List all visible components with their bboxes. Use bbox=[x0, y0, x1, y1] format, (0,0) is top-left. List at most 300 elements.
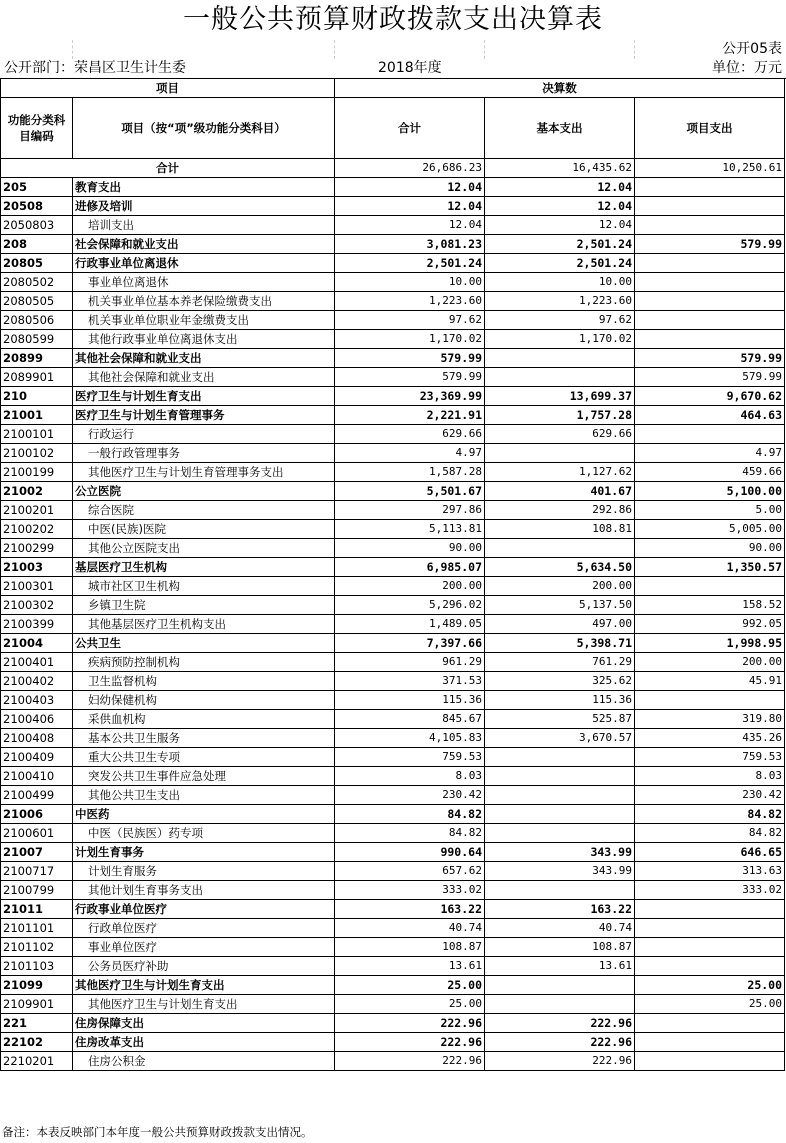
row-basic: 13,699.37 bbox=[485, 387, 635, 406]
table-row bbox=[1, 900, 785, 919]
row-name: 教育支出 bbox=[73, 178, 335, 197]
row-project bbox=[635, 292, 785, 311]
row-project bbox=[635, 311, 785, 330]
row-code: 2100299 bbox=[1, 539, 73, 558]
row-code: 2100102 bbox=[1, 444, 73, 463]
table-row bbox=[1, 235, 785, 254]
row-code: 2080506 bbox=[1, 311, 73, 330]
table-row bbox=[1, 843, 785, 862]
row-project: 200.00 bbox=[635, 653, 785, 672]
row-total: 1,587.28 bbox=[335, 463, 485, 482]
row-total: 222.96 bbox=[335, 1014, 485, 1033]
row-basic: 2,501.24 bbox=[485, 235, 635, 254]
table-row bbox=[1, 311, 785, 330]
table-row bbox=[1, 957, 785, 976]
row-basic: 10.00 bbox=[485, 273, 635, 292]
row-name: 机关事业单位职业年金缴费支出 bbox=[73, 311, 335, 330]
table-row bbox=[1, 596, 785, 615]
table-row bbox=[1, 520, 785, 539]
row-project: 579.99 bbox=[635, 349, 785, 368]
row-code: 21007 bbox=[1, 843, 73, 862]
row-basic: 3,670.57 bbox=[485, 729, 635, 748]
row-name: 住房公积金 bbox=[73, 1052, 335, 1071]
row-code: 20899 bbox=[1, 349, 73, 368]
row-name: 中医药 bbox=[73, 805, 335, 824]
fiscal-year: 2018年度 bbox=[378, 60, 442, 76]
table-row bbox=[1, 197, 785, 216]
row-total: 7,397.66 bbox=[335, 634, 485, 653]
row-total: 629.66 bbox=[335, 425, 485, 444]
row-code: 20508 bbox=[1, 197, 73, 216]
row-name: 事业单位医疗 bbox=[73, 938, 335, 957]
row-name: 一般行政管理事务 bbox=[73, 444, 335, 463]
row-total: 1,223.60 bbox=[335, 292, 485, 311]
table-row bbox=[1, 938, 785, 957]
row-total: 2,501.24 bbox=[335, 254, 485, 273]
row-code: 2100399 bbox=[1, 615, 73, 634]
row-basic: 12.04 bbox=[485, 178, 635, 197]
row-total: 84.82 bbox=[335, 824, 485, 843]
row-code: 21003 bbox=[1, 558, 73, 577]
row-basic: 12.04 bbox=[485, 197, 635, 216]
row-total: 12.04 bbox=[335, 178, 485, 197]
row-name: 其他社会保障和就业支出 bbox=[73, 349, 335, 368]
row-project: 158.52 bbox=[635, 596, 785, 615]
table-row bbox=[1, 919, 785, 938]
report-header bbox=[0, 40, 786, 79]
row-code: 210 bbox=[1, 387, 73, 406]
expenditure-table bbox=[0, 78, 785, 1071]
row-project: 84.82 bbox=[635, 824, 785, 843]
row-project bbox=[635, 273, 785, 292]
header-basic: 基本支出 bbox=[485, 98, 635, 159]
row-total: 1,170.02 bbox=[335, 330, 485, 349]
row-basic bbox=[485, 805, 635, 824]
row-project: 5,005.00 bbox=[635, 520, 785, 539]
row-name: 计划生育服务 bbox=[73, 862, 335, 881]
row-code: 2100101 bbox=[1, 425, 73, 444]
row-total: 40.74 bbox=[335, 919, 485, 938]
row-project bbox=[635, 1014, 785, 1033]
row-basic: 5,137.50 bbox=[485, 596, 635, 615]
row-code: 2089901 bbox=[1, 368, 73, 387]
row-total: 990.64 bbox=[335, 843, 485, 862]
header-name: 项目（按“项”级功能分类科目） bbox=[73, 98, 335, 159]
row-project bbox=[635, 919, 785, 938]
row-code: 2100199 bbox=[1, 463, 73, 482]
row-code: 2100301 bbox=[1, 577, 73, 596]
row-basic bbox=[485, 349, 635, 368]
table-row bbox=[1, 729, 785, 748]
row-name: 行政事业单位医疗 bbox=[73, 900, 335, 919]
header-project: 项目支出 bbox=[635, 98, 785, 159]
row-code: 2101102 bbox=[1, 938, 73, 957]
row-basic: 292.86 bbox=[485, 501, 635, 520]
table-row bbox=[1, 1033, 785, 1052]
row-total: 13.61 bbox=[335, 957, 485, 976]
row-project bbox=[635, 1033, 785, 1052]
row-code: 2080599 bbox=[1, 330, 73, 349]
table-row bbox=[1, 805, 785, 824]
row-basic: 525.87 bbox=[485, 710, 635, 729]
table-row bbox=[1, 1052, 785, 1071]
table-row bbox=[1, 178, 785, 197]
row-basic bbox=[485, 539, 635, 558]
row-code: 2100201 bbox=[1, 501, 73, 520]
table-row bbox=[1, 615, 785, 634]
table-row bbox=[1, 824, 785, 843]
row-code: 2100403 bbox=[1, 691, 73, 710]
row-code: 2100799 bbox=[1, 881, 73, 900]
row-name: 事业单位离退休 bbox=[73, 273, 335, 292]
table-row bbox=[1, 539, 785, 558]
row-total: 961.29 bbox=[335, 653, 485, 672]
row-name: 城市社区卫生机构 bbox=[73, 577, 335, 596]
row-name: 其他计划生育事务支出 bbox=[73, 881, 335, 900]
row-name: 公共卫生 bbox=[73, 634, 335, 653]
table-row bbox=[1, 349, 785, 368]
table-row bbox=[1, 444, 785, 463]
row-basic: 97.62 bbox=[485, 311, 635, 330]
table-row bbox=[1, 254, 785, 273]
row-name: 疾病预防控制机构 bbox=[73, 653, 335, 672]
header-row bbox=[1, 79, 785, 98]
row-basic: 2,501.24 bbox=[485, 254, 635, 273]
row-project: 1,998.95 bbox=[635, 634, 785, 653]
row-code: 2100601 bbox=[1, 824, 73, 843]
total-sum: 26,686.23 bbox=[335, 159, 485, 178]
row-total: 297.86 bbox=[335, 501, 485, 520]
row-total: 579.99 bbox=[335, 368, 485, 387]
table-row bbox=[1, 1014, 785, 1033]
row-total: 163.22 bbox=[335, 900, 485, 919]
row-name: 突发公共卫生事件应急处理 bbox=[73, 767, 335, 786]
row-total: 4.97 bbox=[335, 444, 485, 463]
row-code: 208 bbox=[1, 235, 73, 254]
table-row bbox=[1, 862, 785, 881]
row-project: 25.00 bbox=[635, 976, 785, 995]
row-code: 2100401 bbox=[1, 653, 73, 672]
row-total: 108.87 bbox=[335, 938, 485, 957]
table-row bbox=[1, 387, 785, 406]
row-name: 综合医院 bbox=[73, 501, 335, 520]
row-project: 84.82 bbox=[635, 805, 785, 824]
row-total: 115.36 bbox=[335, 691, 485, 710]
header-item: 项目 bbox=[1, 79, 335, 98]
footnote: 备注：本表反映部门本年度一般公共预算财政拨款支出情况。 bbox=[2, 1125, 313, 1139]
row-code: 2210201 bbox=[1, 1052, 73, 1071]
table-row bbox=[1, 368, 785, 387]
row-total: 1,489.05 bbox=[335, 615, 485, 634]
row-name: 行政事业单位离退休 bbox=[73, 254, 335, 273]
row-total: 759.53 bbox=[335, 748, 485, 767]
row-project: 313.63 bbox=[635, 862, 785, 881]
row-name: 其他基层医疗卫生机构支出 bbox=[73, 615, 335, 634]
row-code: 21001 bbox=[1, 406, 73, 425]
row-name: 医疗卫生与计划生育支出 bbox=[73, 387, 335, 406]
row-basic: 200.00 bbox=[485, 577, 635, 596]
row-code: 2080502 bbox=[1, 273, 73, 292]
row-project bbox=[635, 178, 785, 197]
row-project bbox=[635, 938, 785, 957]
row-basic: 401.67 bbox=[485, 482, 635, 501]
table-row bbox=[1, 767, 785, 786]
table-row bbox=[1, 292, 785, 311]
row-basic: 40.74 bbox=[485, 919, 635, 938]
row-code: 2100302 bbox=[1, 596, 73, 615]
row-code: 22102 bbox=[1, 1033, 73, 1052]
table-row bbox=[1, 558, 785, 577]
row-total: 97.62 bbox=[335, 311, 485, 330]
row-project: 1,350.57 bbox=[635, 558, 785, 577]
row-project: 230.42 bbox=[635, 786, 785, 805]
row-project: 646.65 bbox=[635, 843, 785, 862]
row-code: 2100402 bbox=[1, 672, 73, 691]
row-project: 459.66 bbox=[635, 463, 785, 482]
row-total: 200.00 bbox=[335, 577, 485, 596]
table-row bbox=[1, 463, 785, 482]
row-project: 8.03 bbox=[635, 767, 785, 786]
row-name: 公立医院 bbox=[73, 482, 335, 501]
row-project bbox=[635, 900, 785, 919]
row-total: 3,081.23 bbox=[335, 235, 485, 254]
row-basic: 222.96 bbox=[485, 1033, 635, 1052]
row-basic: 1,223.60 bbox=[485, 292, 635, 311]
row-basic: 108.87 bbox=[485, 938, 635, 957]
row-total: 333.02 bbox=[335, 881, 485, 900]
row-name: 计划生育事务 bbox=[73, 843, 335, 862]
row-name: 其他公共卫生支出 bbox=[73, 786, 335, 805]
row-basic: 12.04 bbox=[485, 216, 635, 235]
row-basic: 497.00 bbox=[485, 615, 635, 634]
row-name: 采供血机构 bbox=[73, 710, 335, 729]
total-project: 10,250.61 bbox=[635, 159, 785, 178]
row-name: 社会保障和就业支出 bbox=[73, 235, 335, 254]
total-row bbox=[1, 159, 785, 178]
row-total: 579.99 bbox=[335, 349, 485, 368]
row-basic bbox=[485, 444, 635, 463]
row-project: 9,670.62 bbox=[635, 387, 785, 406]
row-project: 90.00 bbox=[635, 539, 785, 558]
row-basic bbox=[485, 824, 635, 843]
row-total: 90.00 bbox=[335, 539, 485, 558]
row-basic: 325.62 bbox=[485, 672, 635, 691]
row-name: 进修及培训 bbox=[73, 197, 335, 216]
table-row bbox=[1, 634, 785, 653]
row-total: 84.82 bbox=[335, 805, 485, 824]
row-code: 2100717 bbox=[1, 862, 73, 881]
row-name: 其他社会保障和就业支出 bbox=[73, 368, 335, 387]
row-name: 重大公共卫生专项 bbox=[73, 748, 335, 767]
row-basic: 343.99 bbox=[485, 862, 635, 881]
row-code: 2100410 bbox=[1, 767, 73, 786]
row-basic: 1,127.62 bbox=[485, 463, 635, 482]
row-total: 23,369.99 bbox=[335, 387, 485, 406]
row-code: 21006 bbox=[1, 805, 73, 824]
row-project: 5,100.00 bbox=[635, 482, 785, 501]
row-basic: 1,170.02 bbox=[485, 330, 635, 349]
row-project: 464.63 bbox=[635, 406, 785, 425]
row-project: 5.00 bbox=[635, 501, 785, 520]
row-code: 21002 bbox=[1, 482, 73, 501]
row-name: 培训支出 bbox=[73, 216, 335, 235]
unit-label: 单位：万元 bbox=[712, 60, 782, 76]
table-row bbox=[1, 976, 785, 995]
table-row bbox=[1, 482, 785, 501]
row-name: 乡镇卫生院 bbox=[73, 596, 335, 615]
table-row bbox=[1, 691, 785, 710]
row-total: 5,296.02 bbox=[335, 596, 485, 615]
row-basic bbox=[485, 368, 635, 387]
row-total: 5,501.67 bbox=[335, 482, 485, 501]
row-project bbox=[635, 330, 785, 349]
table-row bbox=[1, 501, 785, 520]
row-code: 2080505 bbox=[1, 292, 73, 311]
row-name: 行政运行 bbox=[73, 425, 335, 444]
row-total: 222.96 bbox=[335, 1052, 485, 1071]
row-project: 579.99 bbox=[635, 368, 785, 387]
table-row bbox=[1, 748, 785, 767]
form-number: 公开05表 bbox=[722, 41, 782, 57]
row-name: 医疗卫生与计划生育管理事务 bbox=[73, 406, 335, 425]
row-code: 21004 bbox=[1, 634, 73, 653]
row-basic: 163.22 bbox=[485, 900, 635, 919]
row-total: 230.42 bbox=[335, 786, 485, 805]
row-basic bbox=[485, 748, 635, 767]
row-project: 992.05 bbox=[635, 615, 785, 634]
row-basic: 222.96 bbox=[485, 1052, 635, 1071]
row-project bbox=[635, 216, 785, 235]
total-label: 合计 bbox=[1, 159, 335, 178]
row-project: 319.80 bbox=[635, 710, 785, 729]
row-name: 中医(民族)医院 bbox=[73, 520, 335, 539]
row-code: 2101103 bbox=[1, 957, 73, 976]
table-row bbox=[1, 577, 785, 596]
row-total: 25.00 bbox=[335, 976, 485, 995]
table-row bbox=[1, 672, 785, 691]
row-project: 759.53 bbox=[635, 748, 785, 767]
row-basic: 115.36 bbox=[485, 691, 635, 710]
row-basic bbox=[485, 881, 635, 900]
header-total: 合计 bbox=[335, 98, 485, 159]
row-project: 435.26 bbox=[635, 729, 785, 748]
row-code: 2050803 bbox=[1, 216, 73, 235]
row-name: 其他行政事业单位离退休支出 bbox=[73, 330, 335, 349]
row-name: 其他医疗卫生与计划生育支出 bbox=[73, 976, 335, 995]
total-basic: 16,435.62 bbox=[485, 159, 635, 178]
row-total: 657.62 bbox=[335, 862, 485, 881]
row-project: 333.02 bbox=[635, 881, 785, 900]
row-code: 21011 bbox=[1, 900, 73, 919]
row-name: 卫生监督机构 bbox=[73, 672, 335, 691]
table-row bbox=[1, 881, 785, 900]
row-basic: 108.81 bbox=[485, 520, 635, 539]
row-basic: 761.29 bbox=[485, 653, 635, 672]
row-project bbox=[635, 691, 785, 710]
row-total: 5,113.81 bbox=[335, 520, 485, 539]
row-project: 579.99 bbox=[635, 235, 785, 254]
row-code: 2100408 bbox=[1, 729, 73, 748]
row-basic: 1,757.28 bbox=[485, 406, 635, 425]
row-project: 25.00 bbox=[635, 995, 785, 1014]
row-total: 10.00 bbox=[335, 273, 485, 292]
row-name: 公务员医疗补助 bbox=[73, 957, 335, 976]
row-name: 其他公立医院支出 bbox=[73, 539, 335, 558]
row-code: 221 bbox=[1, 1014, 73, 1033]
header-final: 决算数 bbox=[335, 79, 785, 98]
row-basic bbox=[485, 767, 635, 786]
table-title: 一般公共预算财政拨款支出决算表 bbox=[183, 4, 603, 35]
row-basic bbox=[485, 976, 635, 995]
row-project bbox=[635, 425, 785, 444]
header-code: 功能分类科目编码 bbox=[1, 98, 73, 159]
row-total: 371.53 bbox=[335, 672, 485, 691]
table-row bbox=[1, 273, 785, 292]
row-total: 222.96 bbox=[335, 1033, 485, 1052]
row-code: 20805 bbox=[1, 254, 73, 273]
row-name: 妇幼保健机构 bbox=[73, 691, 335, 710]
row-basic: 5,634.50 bbox=[485, 558, 635, 577]
row-code: 2100499 bbox=[1, 786, 73, 805]
department-label: 公开部门：荣昌区卫生计生委 bbox=[4, 60, 186, 76]
row-name: 其他医疗卫生与计划生育管理事务支出 bbox=[73, 463, 335, 482]
row-basic bbox=[485, 995, 635, 1014]
row-project bbox=[635, 577, 785, 596]
row-total: 4,105.83 bbox=[335, 729, 485, 748]
row-project: 45.91 bbox=[635, 672, 785, 691]
row-total: 25.00 bbox=[335, 995, 485, 1014]
row-total: 12.04 bbox=[335, 197, 485, 216]
table-row bbox=[1, 216, 785, 235]
row-basic: 222.96 bbox=[485, 1014, 635, 1033]
row-total: 12.04 bbox=[335, 216, 485, 235]
row-code: 2100202 bbox=[1, 520, 73, 539]
row-name: 机关事业单位基本养老保险缴费支出 bbox=[73, 292, 335, 311]
row-name: 行政单位医疗 bbox=[73, 919, 335, 938]
table-row bbox=[1, 786, 785, 805]
row-total: 845.67 bbox=[335, 710, 485, 729]
row-name: 住房改革支出 bbox=[73, 1033, 335, 1052]
row-code: 2109901 bbox=[1, 995, 73, 1014]
row-basic: 5,398.71 bbox=[485, 634, 635, 653]
row-code: 2100409 bbox=[1, 748, 73, 767]
row-project bbox=[635, 197, 785, 216]
table-row bbox=[1, 425, 785, 444]
row-name: 其他医疗卫生与计划生育支出 bbox=[73, 995, 335, 1014]
row-total: 8.03 bbox=[335, 767, 485, 786]
table-row bbox=[1, 330, 785, 349]
table-row bbox=[1, 710, 785, 729]
row-name: 中医（民族医）药专项 bbox=[73, 824, 335, 843]
row-project: 4.97 bbox=[635, 444, 785, 463]
row-code: 2101101 bbox=[1, 919, 73, 938]
row-name: 住房保障支出 bbox=[73, 1014, 335, 1033]
row-name: 基本公共卫生服务 bbox=[73, 729, 335, 748]
row-project bbox=[635, 1052, 785, 1071]
row-basic: 343.99 bbox=[485, 843, 635, 862]
row-project bbox=[635, 957, 785, 976]
row-code: 205 bbox=[1, 178, 73, 197]
row-basic bbox=[485, 786, 635, 805]
row-code: 2100406 bbox=[1, 710, 73, 729]
row-project bbox=[635, 254, 785, 273]
row-name: 基层医疗卫生机构 bbox=[73, 558, 335, 577]
row-code: 21099 bbox=[1, 976, 73, 995]
row-total: 6,985.07 bbox=[335, 558, 485, 577]
row-total: 2,221.91 bbox=[335, 406, 485, 425]
table-row bbox=[1, 995, 785, 1014]
subheader-row bbox=[1, 98, 785, 159]
